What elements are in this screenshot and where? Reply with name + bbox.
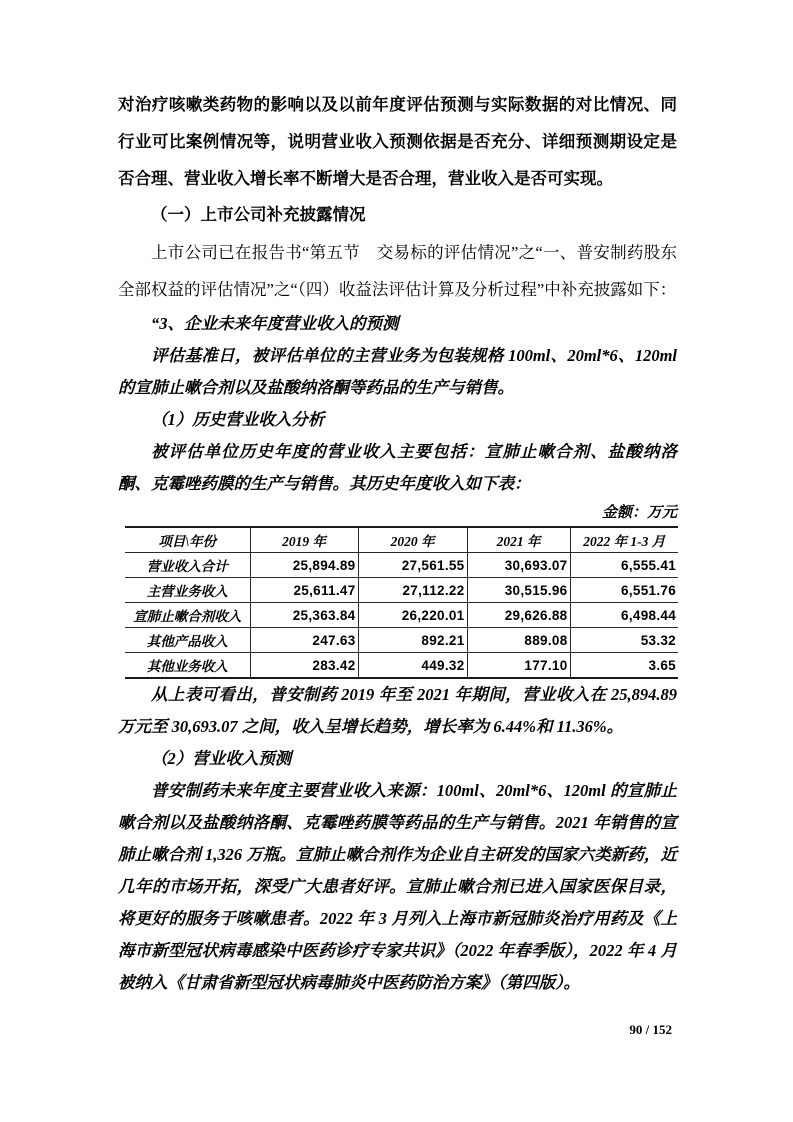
cell-value: 30,515.96 xyxy=(467,578,570,603)
table-header-2020: 2020 年 xyxy=(358,527,467,553)
cell-value: 177.10 xyxy=(467,653,570,679)
cell-value: 6,555.41 xyxy=(570,553,678,578)
paragraph-disclosure-reference: 上市公司已在报告书“第五节 交易标的评估情况”之“一、普安制药股东全部权益的评估情况”之“（四）收益法评估计算及分析过程”中补充披露如下： xyxy=(118,243,677,299)
table-row-other-business-revenue xyxy=(125,653,678,679)
table-row-other-products-revenue xyxy=(125,628,678,653)
paragraph-conclusion: 从上表可看出，普安制药 2019 年至 2021 年期间，营业收入在 25,894.89 万元至 30,693.07 之间，收入呈增长趋势，增长率为 6.44%和 11.36%。 xyxy=(118,685,677,736)
row-label: 营业收入合计 xyxy=(125,553,250,578)
cell-value: 449.32 xyxy=(358,653,467,679)
row-label: 主营业务收入 xyxy=(125,578,250,603)
table-row-total-revenue xyxy=(125,553,678,578)
revenue-history-table xyxy=(125,526,678,679)
table-unit-label: 金额：万元 xyxy=(601,505,677,521)
paragraph-forecast: 普安制药未来年度主要营业收入来源：100ml、20ml*6、120ml 的宣肺止嗽合剂以及盐酸纳洛酮、克霉唑药膜等药品的生产与销售。2021 年销售的宣肺止嗽合剂 1,326 万瓶。宣肺止嗽合剂作为企业自主研发的国家六类新药，近几年的市场开拓，深受广大患者好评。宣肺止嗽合剂已进入国家医保目录，将更好的服务于咳嗽患者。2022 年 3 月列入上海市新冠肺炎治疗用药及《上海市新型冠状病毒感染中医药诊疗专家共识》（2022 年春季版），2022 年 4 月被纳入《甘肃省新型冠状病毒肺炎中医药防治方案》（第四版）。 xyxy=(118,781,677,992)
document-content xyxy=(118,86,677,999)
paragraph-intro-continuation: 对治疗咳嗽类药物的影响以及以前年度评估预测与实际数据的对比情况、同行业可比案例情况等，说明营业收入预测依据是否充分、详细预测期设定是否合理、营业收入增长率不断增大是否合理，营业收入是否可实现。 xyxy=(118,95,677,188)
cell-value: 889.08 xyxy=(467,628,570,653)
heading-revenue-forecast: （2）营业收入预测 xyxy=(151,749,292,768)
table-row-main-business-revenue xyxy=(125,578,678,603)
subsection-3-heading: “3、企业未来年度营业收入的预测 xyxy=(151,314,399,333)
cell-value: 6,498.44 xyxy=(570,603,678,628)
paragraph-historical-revenue: 被评估单位历史年度的营业收入主要包括：宣肺止嗽合剂、盐酸纳洛酮、克霉唑药膜的生产与销售。其历史年度收入如下表： xyxy=(118,442,677,493)
section-heading: （一）上市公司补充披露情况 xyxy=(151,206,366,224)
cell-value: 30,693.07 xyxy=(467,553,570,578)
cell-value: 53.32 xyxy=(570,628,678,653)
cell-value: 283.42 xyxy=(250,653,358,679)
table-header-item-year: 项目\年份 xyxy=(125,527,250,553)
cell-value: 3.65 xyxy=(570,653,678,679)
paragraph-valuation-base-date: 评估基准日，被评估单位的主营业务为包装规格 100ml、20ml*6、120ml 的宣肺止嗽合剂以及盐酸纳洛酮等药品的生产与销售。 xyxy=(118,346,677,397)
cell-value: 247.63 xyxy=(250,628,358,653)
cell-value: 25,363.84 xyxy=(250,603,358,628)
cell-value: 26,220.01 xyxy=(358,603,467,628)
table-row-xuanfei-mixture-revenue xyxy=(125,603,678,628)
table-header-row xyxy=(125,527,678,553)
cell-value: 27,561.55 xyxy=(358,553,467,578)
cell-value: 29,626.88 xyxy=(467,603,570,628)
row-label: 其他产品收入 xyxy=(125,628,250,653)
page-number: 90 / 152 xyxy=(629,1022,672,1037)
row-label: 其他业务收入 xyxy=(125,653,250,679)
table-header-2021: 2021 年 xyxy=(467,527,570,553)
row-label: 宣肺止嗽合剂收入 xyxy=(125,603,250,628)
cell-value: 25,611.47 xyxy=(250,578,358,603)
heading-historical-revenue-analysis: （1）历史营业收入分析 xyxy=(151,410,325,429)
table-header-2022q1: 2022 年 1-3 月 xyxy=(570,527,678,553)
cell-value: 27,112.22 xyxy=(358,578,467,603)
table-header-2019: 2019 年 xyxy=(250,527,358,553)
cell-value: 6,551.76 xyxy=(570,578,678,603)
cell-value: 25,894.89 xyxy=(250,553,358,578)
cell-value: 892.21 xyxy=(358,628,467,653)
